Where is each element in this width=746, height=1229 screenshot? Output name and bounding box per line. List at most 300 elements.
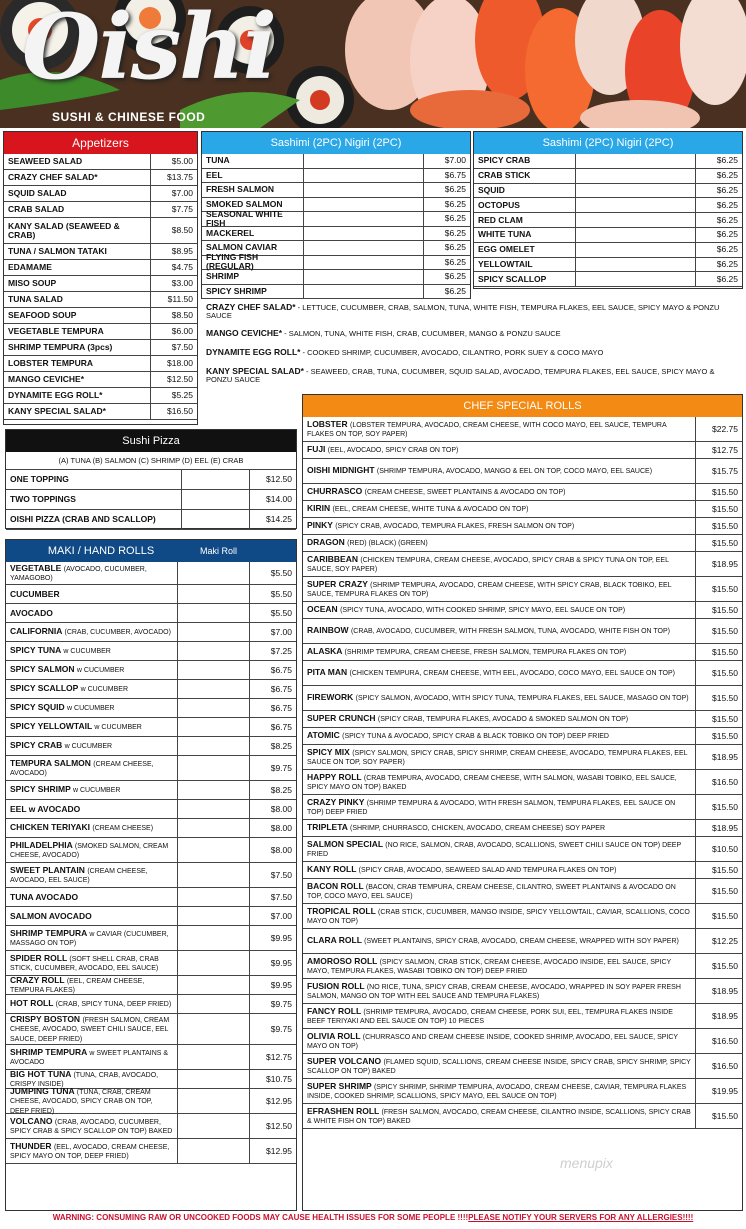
empty-cell (178, 680, 250, 698)
maki-item-name (6, 585, 178, 603)
item-description: (CRAB STICK, CUCUMBER, MANGO INSIDE, SPICY YELLOWTAIL, CAVIAR, SCALLIONS, COCO MAYO ON TOP) (307, 908, 690, 925)
empty-cell (178, 718, 250, 736)
maki-item-price: $8.00 (270, 844, 292, 855)
item-name: TWO TOPPINGS (10, 494, 76, 505)
item-name: KANY ROLL (307, 864, 357, 875)
appetizers-row (4, 202, 197, 218)
appetizers-row (4, 372, 197, 388)
item-name: SALMON SPECIAL (307, 838, 383, 849)
header-banner (0, 0, 746, 128)
item-name: CARIBBEAN (307, 553, 358, 564)
empty-cell (178, 781, 250, 799)
empty-cell (178, 585, 250, 603)
maki-item-name (6, 737, 178, 755)
item-name: ONE TOPPING (10, 474, 69, 485)
maki-item-price: $9.75 (270, 998, 292, 1009)
maki-row (6, 642, 296, 661)
maki-row (6, 995, 296, 1014)
item-description: w SWEET PLANTAINS & AVOCADO (10, 1049, 169, 1066)
maki-row (6, 838, 296, 863)
maki-row (6, 888, 296, 907)
chef-item-price: $15.50 (712, 864, 738, 875)
empty-cell (178, 699, 250, 717)
appetizers-item-price: $11.50 (167, 294, 193, 305)
chef-item-name (303, 619, 696, 643)
item-name: HOT ROLL (10, 998, 54, 1009)
sashimi_left-item-price: $6.25 (444, 227, 466, 238)
chef-row (303, 954, 742, 979)
item-name: TUNA AVOCADO (10, 891, 79, 902)
empty-cell (178, 1045, 250, 1069)
item-description: (CHICKEN TEMPURA, CREAM CHEESE, WITH EEL, AVOCADO, COCO MAYO, EEL SAUCE ON TOP) (349, 670, 675, 678)
item-name: MACKEREL (206, 227, 255, 238)
item-description: (SPICY CRAB, TEMPURA FLAKES, AVOCADO & SMOKED SALMON ON TOP) (377, 716, 629, 724)
maki-item-price: $8.25 (270, 784, 292, 795)
pizza-section (5, 429, 297, 529)
chef-item-name (303, 644, 696, 660)
empty-cell (178, 1139, 250, 1163)
item-description: (FLAMED SQUID, SCALLIONS, CREAM CHEESE INSIDE, SPICY CRAB, SPICY SHRIMP, SPICY SCALLOP ON TOP) BAKED (307, 1058, 691, 1075)
chef-row (303, 1029, 742, 1054)
chef-item-price: $15.50 (712, 537, 738, 548)
item-name: TUNA SALAD (8, 294, 63, 305)
empty-cell (576, 169, 696, 183)
item-name: EEL (206, 169, 223, 180)
appetizers-row (4, 186, 197, 202)
appetizers-section (3, 131, 198, 425)
item-description: (EEL, CREAM CHEESE, TEMPURA FLAKES) (10, 977, 145, 994)
chef-title: CHEF SPECIAL ROLLS (303, 395, 742, 417)
item-name: VEGETABLE (10, 562, 62, 573)
appetizers-item-name (4, 388, 151, 403)
empty-cell (178, 756, 250, 780)
item-name: CUCUMBER (10, 588, 60, 599)
chef-item-name (303, 711, 696, 727)
item-description: (SOFT SHELL CRAB, CRAB STICK, CUCUMBER, AVOCADO, EEL SAUCE) (10, 955, 159, 972)
sashimi_left-item-price: $6.25 (444, 198, 466, 209)
item-name: LOBSTER (307, 418, 348, 429)
maki-row (6, 756, 296, 781)
item-name: FUJI (307, 444, 326, 455)
maki-item-price: $7.50 (270, 891, 292, 902)
sashimi-section-right (473, 131, 743, 289)
sashimi-right-title: Sashimi (2PC) Nigiri (2PC) (474, 132, 742, 154)
item-name: RAINBOW (307, 625, 349, 636)
sashimi_right-item-price: $6.25 (716, 185, 738, 196)
chef-row (303, 1054, 742, 1079)
chef-item-price: $15.50 (712, 801, 738, 812)
appetizers-item-name (4, 154, 151, 169)
sashimi_right-item-name (474, 228, 576, 242)
chef-item-price: $15.50 (712, 520, 738, 531)
appetizers-row (4, 324, 197, 340)
maki-row (6, 1139, 296, 1164)
empty-cell (178, 1070, 250, 1088)
item-description: (CRAB TEMPURA, AVOCADO, CREAM CHEESE, WITH SALMON, WASABI TOBIKO, EEL SAUCE, SPICY MAYO ON TOP) BAKED (307, 774, 677, 791)
appetizers-item-name (4, 308, 151, 323)
empty-cell (178, 838, 250, 862)
item-description: (EEL, AVOCADO, SPICY CRAB ON TOP) (327, 447, 459, 455)
sashimi_left-item-price: $6.25 (444, 285, 466, 296)
empty-cell (178, 562, 250, 584)
sashimi_right-row (474, 272, 742, 287)
empty-cell (576, 154, 696, 168)
chef-item-name (303, 1029, 696, 1053)
appetizers-item-price: $8.95 (171, 246, 193, 257)
sashimi_left-item-name (202, 252, 304, 272)
empty-cell (178, 863, 250, 887)
pizza-item-price: $14.25 (266, 514, 292, 525)
item-name: FUSION ROLL (307, 980, 365, 991)
empty-cell (304, 227, 424, 241)
maki-list (6, 562, 296, 1164)
maki-row (6, 907, 296, 926)
maki-row (6, 781, 296, 800)
item-name: THUNDER (10, 1140, 52, 1151)
appetizers-row (4, 356, 197, 372)
empty-cell (304, 212, 424, 226)
item-description: (CREAM CHEESE, AVOCADO, EEL SAUCE) (10, 867, 148, 884)
item-description: (SPICY SALMON, AVOCADO, WITH SPICY TUNA, TEMPURA FLAKES, EEL SAUCE, MASAGO ON TOP) (355, 695, 689, 703)
item-description: (TUNA, CRAB, AVOCADO, CRISPY INSIDE) (10, 1071, 159, 1088)
item-name: FIREWORK (307, 692, 354, 703)
chef-item-name (303, 795, 696, 819)
item-name: OISHI PIZZA (CRAB AND SCALLOP) (10, 514, 156, 525)
empty-cell (178, 642, 250, 660)
appetizers-row (4, 170, 197, 186)
item-name: FRESH SALMON (206, 184, 274, 195)
item-name: WHITE TUNA (478, 229, 532, 240)
maki-item-name (6, 562, 178, 584)
chef-section (302, 394, 743, 1211)
item-description: (CRAB, SPICY TUNA, DEEP FRIED) (55, 1001, 172, 1009)
item-name: CALIFORNIA (10, 626, 63, 637)
allergy-warning (0, 1213, 746, 1227)
maki-item-name (6, 976, 178, 994)
maki-row (6, 699, 296, 718)
sashimi_left-item-name (202, 183, 304, 197)
item-name: VOLCANO (10, 1115, 53, 1126)
item-description: (FRESH SALMON, CREAM CHEESE, AVOCADO, SWEET CHILI SAUCE, EEL SAUCE, DEEP FRIED) (10, 1016, 170, 1043)
item-name: CRAZY CHEF SALAD* (8, 172, 98, 183)
appetizers-title: Appetizers (4, 132, 197, 154)
item-description: (BACON, CRAB TEMPURA, CREAM CHEESE, CILANTRO, SWEET PLANTAINS & AVOCADO ON TOP, COCO MAYO, EEL SAUCE) (307, 883, 676, 900)
chef-row (303, 929, 742, 954)
chef-item-price: $15.50 (712, 910, 738, 921)
item-name: RED CLAM (478, 214, 523, 225)
item-name: KANY SALAD (SEAWEED & CRAB) (8, 220, 120, 240)
item-name: PITA MAN (307, 667, 348, 678)
empty-cell (304, 198, 424, 212)
chef-item-price: $15.50 (712, 583, 738, 594)
item-name: SPICY CRAB (478, 155, 531, 166)
item-name: EGG OMELET (478, 244, 535, 255)
maki-item-name (6, 1045, 178, 1069)
sashimi_left-row (202, 208, 470, 228)
chef-row (303, 661, 742, 686)
chef-item-price: $15.50 (712, 885, 738, 896)
item-name: SEAFOOD SOUP (8, 310, 77, 321)
appetizers-row (4, 260, 197, 276)
sashimi_right-item-price: $6.25 (716, 259, 738, 270)
maki-item-name (6, 718, 178, 736)
item-name: EFRASHEN ROLL (307, 1105, 380, 1116)
appetizers-item-price: $16.50 (167, 406, 193, 417)
chef-item-name (303, 535, 696, 551)
item-description: w CAVIAR (CUCUMBER, MASSAGO ON TOP) (10, 930, 169, 947)
chef-item-price: $18.95 (712, 1010, 738, 1021)
chef-row (303, 535, 742, 552)
item-description: w CUCUMBER (64, 743, 113, 751)
maki-item-name (6, 926, 178, 950)
maki-item-name (6, 907, 178, 925)
empty-cell (576, 243, 696, 257)
appetizers-item-name (4, 170, 151, 185)
item-name: SWEET PLANTAIN (10, 864, 85, 875)
appetizers-item-price: $8.50 (171, 310, 193, 321)
chef-item-name (303, 904, 696, 928)
item-description: (FRESH SALMON, AVOCADO, CREAM CHEESE, CILANTRO INSIDE, SCALLIONS, SPICY CRAB & WHITE FISH ON TOP) BAKED (307, 1108, 691, 1125)
item-description: (EEL, AVOCADO, CREAM CHEESE, SPICY MAYO ON TOP, DEEP FRIED) (10, 1143, 170, 1160)
item-description: (SPICY CRAB, AVOCADO, TEMPURA FLAKES, FRESH SALMON ON TOP) (335, 523, 575, 531)
chef-row (303, 644, 742, 661)
chef-item-name (303, 442, 696, 458)
item-name: SPICY SHRIMP (206, 285, 267, 296)
item-name: SUPER CRUNCH (307, 713, 376, 724)
appetizers-row (4, 404, 197, 420)
chef-item-price: $15.50 (712, 713, 738, 724)
pizza-item-price: $12.50 (266, 474, 292, 485)
chef-row (303, 484, 742, 501)
maki-item-price: $7.50 (270, 869, 292, 880)
appetizers-row (4, 276, 197, 292)
item-name: CRISPY BOSTON (10, 1013, 81, 1024)
empty-cell (304, 285, 424, 299)
empty-cell (576, 198, 696, 212)
sashimi_left-row (202, 154, 470, 169)
sashimi_right-item-price: $6.25 (716, 199, 738, 210)
item-name: ALASKA (307, 646, 343, 657)
chef-item-name (303, 820, 696, 836)
maki-row (6, 976, 296, 995)
sashimi_right-row (474, 228, 742, 243)
item-name: SQUID (478, 185, 505, 196)
item-description: (CRAB, CUCUMBER, AVOCADO) (64, 629, 171, 637)
item-name: SPICY YELLOWTAIL (10, 721, 93, 732)
chef-item-name (303, 1054, 696, 1078)
empty-cell (178, 819, 250, 837)
maki-row (6, 718, 296, 737)
item-name: SPICY MIX (307, 746, 350, 757)
item-name: FANCY ROLL (307, 1005, 361, 1016)
item-description: (LOBSTER TEMPURA, AVOCADO, CREAM CHEESE, WITH COCO MAYO, EEL SAUCE, TEMPURA FLAKES ON TOP, SOY PAPER) (307, 421, 667, 438)
sashimi_right-item-name (474, 258, 576, 272)
appetizers-item-name (4, 404, 151, 419)
sashimi-section-left (201, 131, 471, 299)
item-name: ATOMIC (307, 730, 340, 741)
allergy-notice: PLEASE NOTIFY YOUR SERVERS FOR ANY ALLERGIES!!!! (468, 1213, 694, 1222)
maki-row (6, 661, 296, 680)
appetizers-row (4, 308, 197, 324)
empty-cell (304, 183, 424, 197)
appetizers-row (4, 388, 197, 404)
maki-item-name (6, 819, 178, 837)
item-name: KANY SPECIAL SALAD* (8, 406, 106, 417)
item-name: CHURRASCO (307, 486, 363, 497)
chef-item-name (303, 770, 696, 794)
chef-row (303, 501, 742, 518)
empty-cell (576, 272, 696, 286)
empty-cell (178, 926, 250, 950)
item-description: (CHICKEN TEMPURA, CREAM CHEESE, AVOCADO, SPICY CRAB & SPICY TUNA ON TOP, EEL SAUCE, SOY PAPER) (307, 556, 669, 573)
appetizers-item-name (4, 324, 151, 339)
chef-item-price: $19.95 (712, 1085, 738, 1096)
chef-row (303, 459, 742, 484)
sashimi_left-item-price: $6.25 (444, 271, 466, 282)
maki-item-price: $6.75 (270, 721, 292, 732)
sashimi_left-item-name (202, 270, 304, 284)
sashimi_left-row (202, 183, 470, 198)
item-name: MANGO CEVICHE* (8, 374, 85, 385)
warning-text: WARNING: CONSUMING RAW OR UNCOOKED FOODS MAY CAUSE HEALTH ISSUES FOR SOME PEOPLE !!!! (52, 1213, 469, 1222)
sashimi_right-item-price: $6.25 (716, 155, 738, 166)
chef-item-name (303, 862, 696, 878)
chef-row (303, 619, 742, 644)
item-description: (CREAM CHEESE, SWEET PLANTAINS & AVOCADO ON TOP) (364, 489, 566, 497)
maki-item-price: $6.75 (270, 664, 292, 675)
sashimi_left-item-price: $6.25 (444, 184, 466, 195)
appetizers-item-name (4, 356, 151, 371)
item-name: SPIDER ROLL (10, 952, 67, 963)
empty-cell (178, 1089, 250, 1113)
sashimi_right-item-price: $6.25 (716, 229, 738, 240)
sashimi-left-title: Sashimi (2PC) Nigiri (2PC) (202, 132, 470, 154)
pizza-item-name (6, 490, 182, 509)
item-name: DRAGON (307, 537, 345, 548)
item-description: (SHRIMP TEMPURA, CREAM CHEESE, FRESH SALMON, TEMPURA FLAKES ON TOP) (344, 649, 627, 657)
pizza-title: Sushi Pizza (6, 430, 296, 452)
maki-item-name (6, 661, 178, 679)
item-name: CRAZY PINKY (307, 796, 365, 807)
maki-row (6, 819, 296, 838)
sashimi_right-row (474, 258, 742, 273)
sashimi_right-item-price: $6.25 (716, 244, 738, 255)
chef-item-price: $15.50 (712, 960, 738, 971)
sashimi_right-row (474, 154, 742, 169)
item-name: OLIVIA ROLL (307, 1030, 361, 1041)
maki-item-name (6, 623, 178, 641)
sashimi_left-item-name (202, 208, 304, 228)
item-name: SPICY SHRIMP (10, 784, 71, 795)
appetizers-row (4, 218, 197, 244)
appetizers-item-name (4, 260, 151, 275)
maki-item-name (6, 800, 178, 818)
appetizers-item-name (4, 218, 151, 243)
item-name: SPICY CRAB (10, 740, 63, 751)
item-description: (SHRIMP TEMPURA, AVOCADO, CREAM CHEESE, PORK SUI, EEL, TEMPURA FLAKES INSIDE BEEF TERIYAKI AND EEL SAUCE ON TOP) 10 PIECES (307, 1008, 673, 1025)
chef-item-name (303, 518, 696, 534)
empty-cell (178, 1014, 250, 1044)
empty-cell (178, 888, 250, 906)
maki-item-price: $9.95 (270, 957, 292, 968)
pizza-options: (A) TUNA (B) SALMON (C) SHRIMP (D) EEL (E) CRAB (6, 452, 296, 470)
sashimi_right-item-name (474, 169, 576, 183)
maki-row (6, 951, 296, 976)
maki-item-price: $9.95 (270, 979, 292, 990)
chef-row (303, 820, 742, 837)
item-description: (CRAB, AVOCADO, CUCUMBER, WITH FRESH SALMON, TUNA, AVOCADO, WHITE FISH ON TOP) (350, 628, 670, 636)
item-description: (AVOCADO, CUCUMBER, YAMAGOBO) (10, 565, 147, 582)
watermark: menupix (560, 1155, 613, 1171)
item-description: (NO RICE, TUNA, SPICY CRAB, CREAM CHEESE, AVOCADO, WRAPPED IN SOY PAPER FRESH SALMON, MANGO ON TOP WITH EEL SAUCE AND TEMPURA FLAKES) (307, 983, 681, 1000)
maki-row (6, 623, 296, 642)
chef-item-price: $15.50 (712, 486, 738, 497)
maki-item-name (6, 1139, 178, 1163)
maki-header (6, 540, 296, 562)
item-name: CRAZY ROLL (10, 974, 65, 985)
item-description: (SHRIMP TEMPURA, AVOCADO, CREAM CHEESE, WITH SPICY CRAB, BLACK TOBIKO, EEL SAUCE, TEMPURA FLAKES ON TOP) (307, 581, 672, 598)
maki-row (6, 680, 296, 699)
sashimi_right-item-price: $6.25 (716, 170, 738, 181)
item-description: (CHURRASCO AND CREAM CHEESE INSIDE, COOKED SHRIMP, AVOCADO, EEL SAUCE, SPICY MAYO ON TOP) (307, 1033, 678, 1050)
empty-cell (304, 154, 424, 168)
item-name: CLARA ROLL (307, 935, 362, 946)
item-description: w CUCUMBER (94, 724, 142, 732)
item-name: MISO SOUP (8, 278, 57, 289)
item-description: (EEL, CREAM CHEESE, WHITE TUNA & AVOCADO ON TOP) (332, 506, 529, 514)
brand-name: Oishi (22, 0, 275, 100)
item-name: BIG HOT TUNA (10, 1068, 72, 1079)
chef-item-price: $15.75 (712, 465, 738, 476)
sashimi_right-item-name (474, 154, 576, 168)
appetizers-item-price: $7.75 (171, 204, 193, 215)
empty-cell (178, 1114, 250, 1138)
item-name: CHICKEN TERIYAKI (10, 822, 90, 833)
brand-tagline: SUSHI & CHINESE FOOD (52, 110, 206, 124)
maki-item-price: $5.50 (270, 588, 292, 599)
maki-row (6, 1114, 296, 1139)
item-name: SUPER CRAZY (307, 578, 368, 589)
item-name: SMOKED SALMON (206, 198, 283, 209)
item-description: (SWEET PLANTAINS, SPICY CRAB, AVOCADO, CREAM CHEESE, WRAPPED WITH SOY PAPER) (364, 938, 679, 946)
maki-item-name (6, 699, 178, 717)
chef-list (303, 417, 742, 1129)
empty-cell (576, 213, 696, 227)
maki-row (6, 1014, 296, 1045)
maki-item-name (6, 1114, 178, 1138)
sashimi_left-item-price: $6.25 (444, 242, 466, 253)
maki-item-name (6, 680, 178, 698)
chef-item-name (303, 552, 696, 576)
maki-item-price: $8.25 (270, 740, 292, 751)
maki-item-price: $9.75 (270, 1023, 292, 1034)
appetizers-item-name (4, 202, 151, 217)
item-description: (SHRIMP TEMPURA, AVOCADO, MANGO & EEL ON TOP, COCO MAYO, EEL SAUCE) (376, 468, 653, 476)
item-description: (CREAM CHEESE, AVOCADO) (10, 760, 154, 777)
appetizers-item-price: $8.50 (171, 225, 193, 236)
pizza-row (6, 490, 296, 510)
chef-item-price: $18.95 (712, 985, 738, 996)
item-description: (SHRIMP, CHURRASCO, CHICKEN, AVOCADO, CREAM CHEESE) SOY PAPER (349, 825, 606, 833)
maki-item-price: $9.75 (270, 762, 292, 773)
chef-item-price: $15.50 (712, 667, 738, 678)
item-description: (SPICY TUNA, AVOCADO, WITH COOKED SHRIMP, SPICY MAYO, EEL SAUCE ON TOP) (340, 607, 626, 615)
appetizers-row (4, 340, 197, 356)
sashimi_right-item-name (474, 272, 576, 286)
chef-row (303, 1079, 742, 1104)
appetizers-row (4, 154, 197, 170)
item-description: (CREAM CHEESE) (92, 825, 154, 833)
